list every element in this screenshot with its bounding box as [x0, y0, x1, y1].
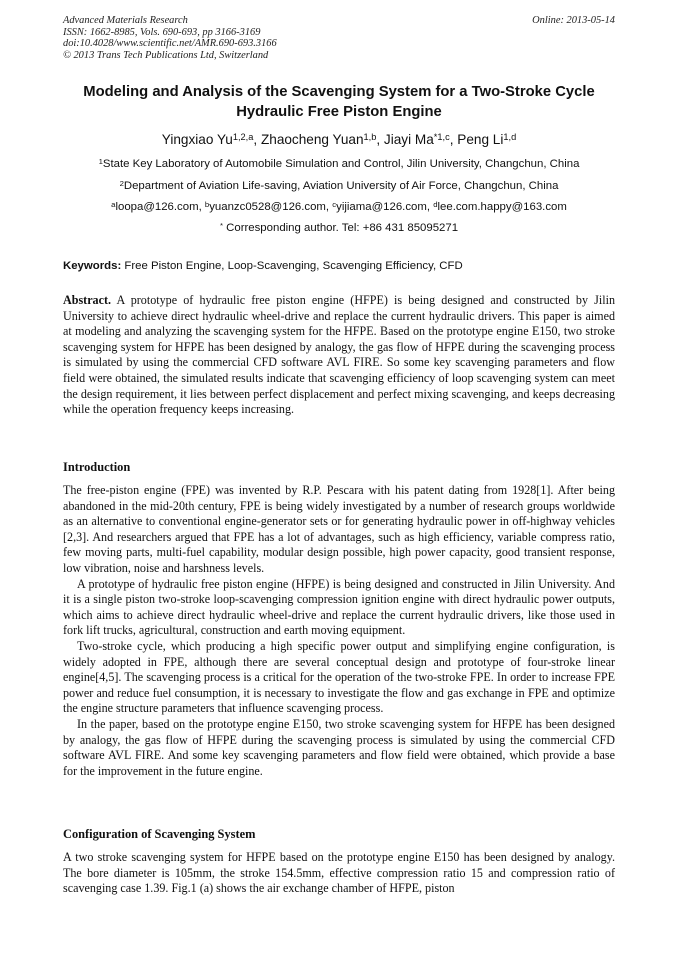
config-paragraph-1: A two stroke scavenging system for HFPE based on the prototype engine E150 has been designed by analogy. The bore diameter is 105mm, the stroke 154.5mm, effective compression ratio 15 and compression ratio of scavenging case 1.39. Fig.1 (a) shows the air exchange chamber of HFPE, piston [63, 850, 615, 896]
intro-paragraph-1: The free-piston engine (FPE) was invented by R.P. Pescara with his patent dating from 1928[1]. After being abandoned in the mid-20th century, FPE is being widely investigated by a number of research groups worldwide as an alternative to conventional engine-generator sets or for generating hydraulic power in off-highway vehicles [2,3]. And researchers argued that FPE has a lot of advantages, such as high efficiency, variable compress ratio, few moving parts, multi-fuel capability, modular design possible, high power capacity, good transient response, low vibration, noise and harshness levels. [63, 483, 615, 575]
affiliation-1: $^1$State Key Laboratory of Automobile Simulation and Control, Jilin University, Changchun, China [98, 156, 580, 170]
corresponding-author: * Corresponding author. Tel: +86 431 85095271 [219, 220, 459, 234]
issn-line: ISSN: 1662-8985, Vols. 690-693, pp 3166-3169 [63, 26, 261, 38]
copyright-line: © 2013 Trans Tech Publications Ltd, Switzerland [63, 49, 269, 61]
introduction-body [63, 483, 615, 779]
paper-title [40, 82, 638, 122]
email-entry[interactable]: $^a$loopa@126.com [111, 199, 199, 213]
online-date: Online: 2013-05-14 [532, 15, 615, 26]
author: Jiayi Ma$^{*1,c}$, [383, 131, 458, 147]
email-entry[interactable]: $^d$lee.com.happy@163.com [433, 199, 567, 213]
abstract-paragraph: Abstract. A prototype of hydraulic free piston engine (HFPE) is being designed and constructed by Jilin University to achieve direct hydraulic wheel-drive and replace the current hydraulic drivers. This paper is aimed at modeling and analyzing the scavenging system for the HFPE. Based on the prototype engine E150, two stroke scavenging system for HFPE has been designed by analogy, the gas flow of HFPE during the scavenging process is simulated by using the commercial CFD software AVL FIRE. So some key scavenging parameters and flow field were obtained, the simulated results indicate that scavenging efficiency of loop scavenging system can meet the design requirement, it lies between perfect displacement and perfect mixing scavenging, and keeps decreasing while the operation frequency keeps increasing. [63, 293, 615, 417]
section-heading-introduction: Introduction [63, 460, 131, 474]
intro-paragraph-4: In the paper, based on the prototype engine E150, two stroke scavenging system for HFPE has been designed by analogy, the gas flow of HFPE during the scavenging process is simulated by using the commercial CFD software AVL FIRE. And some key scavenging parameters and flow field were obtained, which provide a base for the improvement in the future engine. [63, 716, 615, 778]
abstract-label: Abstract. [63, 293, 112, 307]
author: Peng Li$^{1,d}$ [457, 131, 517, 147]
author: Zhaocheng Yuan$^{1,b}$, [260, 131, 384, 147]
author: Yingxiao Yu$^{1,2,a}$, [161, 131, 261, 147]
configuration-body [63, 850, 615, 897]
intro-paragraph-2: A prototype of hydraulic free piston engine (HFPE) is being designed and constructed in Jilin University. And it is a single piston two-stroke loop-scavenging compression ignition engine with direct hydraulic power outputs, which aims to achieve direct hydraulic wheel-drive and replace the current hydraulic drivers, like those used in fork lift trucks, agricultural, construction and earth moving equipment. [63, 576, 615, 638]
section-heading-configuration: Configuration of Scavenging System [63, 827, 256, 841]
keywords-text: Free Piston Engine, Loop-Scavenging, Scavenging Efficiency, CFD [121, 260, 463, 272]
title-line-2: Hydraulic Free Piston Engine [236, 104, 442, 120]
affiliation-2: $^2$Department of Aviation Life-saving, Aviation University of Air Force, Changchun, China [119, 178, 559, 192]
keywords-label: Keywords: [63, 260, 122, 272]
email-entry[interactable]: $^b$yuanzc0528@126.com [204, 199, 326, 213]
email-entry[interactable]: $^c$yijiama@126.com [332, 199, 427, 213]
keywords-line [63, 259, 615, 274]
author-list [40, 131, 638, 149]
email-list: $^a$loopa@126.com, $^b$yuanzc0528@126.com, $^c$yijiama@126.com, $^d$lee.com.happy@163.com [111, 199, 567, 213]
doi-line: doi:10.4028/www.scientific.net/AMR.690-693.3166 [63, 38, 277, 50]
intro-paragraph-3: Two-stroke cycle, which producing a high specific power output and simplifying engine configuration, is widely adopted in FPE, although there are several conceptual design and prototype of four-stroke linear engine[4,5]. The scavenging process is a critical for the operation of the two-stroke FPE. In order to increase FPE power and reduce fuel consumption, it is necessary to investigate the flow and gas exchange in FPE and optimize the engine structure parameters that influence scavenging process. [63, 638, 615, 716]
journal-name: Advanced Materials Research [63, 15, 188, 26]
journal-header [63, 15, 615, 61]
abstract-section [63, 293, 615, 418]
title-line-1: Modeling and Analysis of the Scavenging System for a Two-Stroke Cycle [83, 84, 595, 100]
